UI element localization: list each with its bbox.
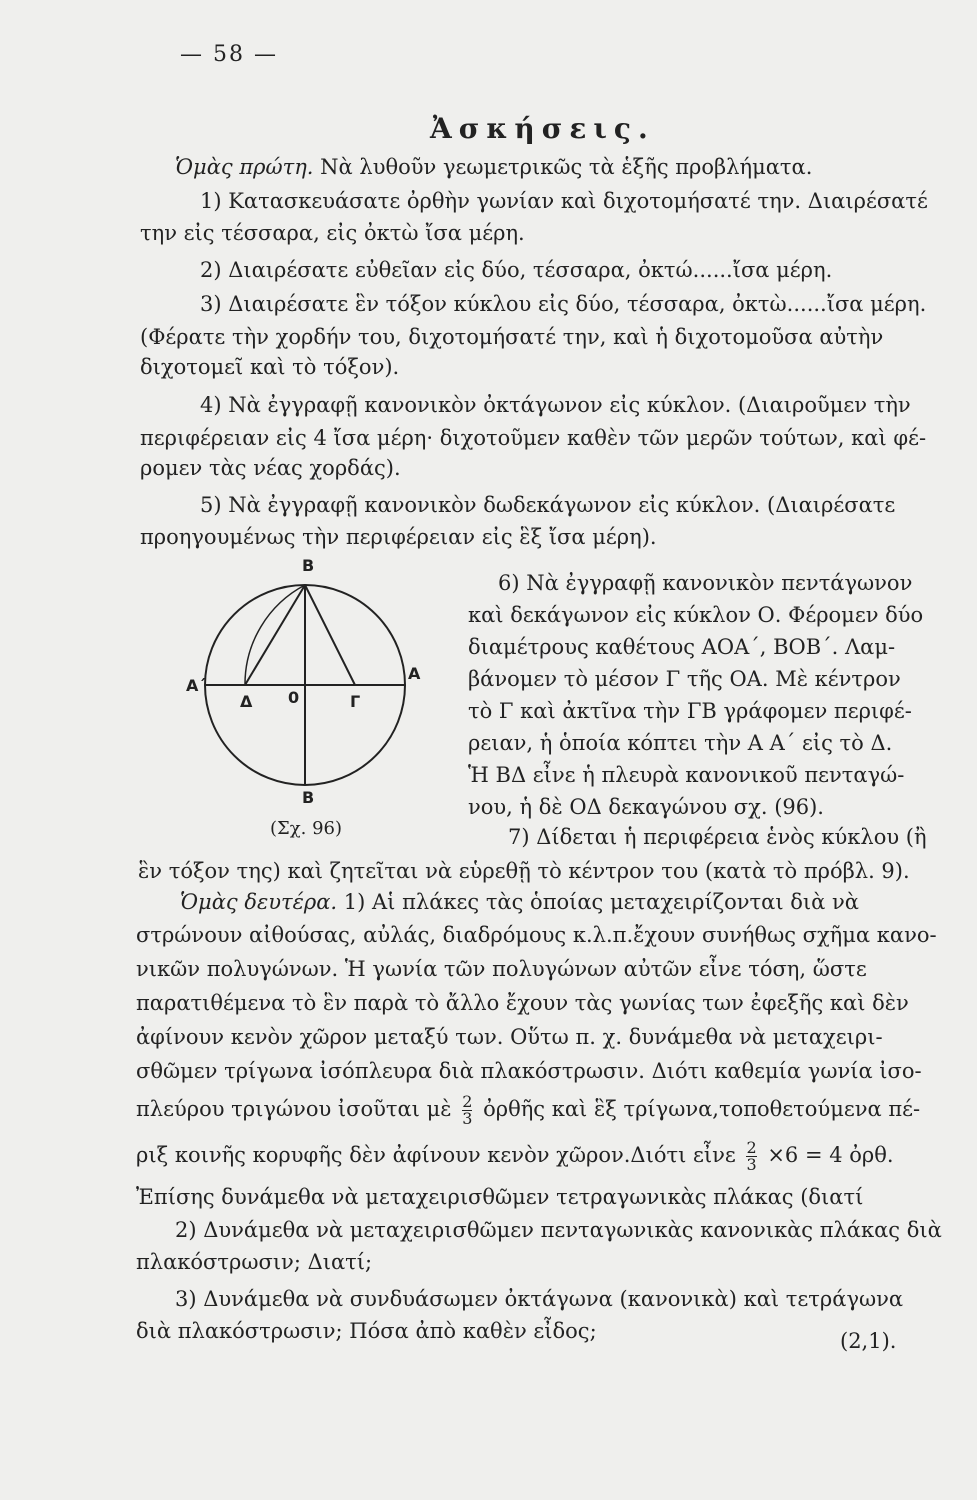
text-line: τὸ Γ καὶ ἀκτῖνα τὴν ΓΒ γράφομεν περιφέ- (468, 699, 912, 723)
fraction-two-thirds (462, 1094, 472, 1127)
group1-heading: Ὁμὰς πρώτη. (175, 155, 314, 179)
text-line: 3) Δυνάμεθα νὰ συνδυάσωμεν ὀκτάγωνα (κανονικὰ) καὶ τετράγωνα (175, 1287, 904, 1311)
frac-num: 2 (746, 1138, 757, 1157)
group1-heading-line (175, 152, 812, 182)
frac-num: 2 (462, 1092, 473, 1111)
text-line: προηγουμένως τὴν περιφέρειαν εἰς ἓξ ἴσα μέρη). (140, 525, 657, 549)
text-span: ×6 = 4 ὀρθ. (767, 1143, 894, 1167)
text-line: διχοτομεῖ καὶ τὸ τόξον). (140, 355, 400, 379)
text-line: 5) Νὰ ἐγγραφῇ κανονικὸν δωδεκάγωνον εἰς κύκλον. (Διαιρέσατε (200, 493, 896, 517)
text-span: ριξ κοινῆς κορυφῆς δὲν ἀφίνουν κενὸν χῶρον.Διότι εἶνε (136, 1143, 736, 1167)
end-mark: (2,1). (840, 1329, 897, 1353)
label-G: Γ (350, 692, 361, 711)
figure-96 (186, 555, 430, 825)
text-line: ἀφίνουν κενὸν χῶρον μεταξύ των. Οὕτω π. χ. δυνάμεθα νὰ μεταχειρι- (136, 1025, 883, 1049)
text-line: διαμέτρους καθέτους ΑΟΑ΄, ΒΟΒ΄. Λαμ- (468, 635, 896, 659)
text-line: ρομεν τὰς νέας χορδάς). (140, 456, 401, 480)
text-line: 3) Διαιρέσατε ἓν τόξον κύκλου εἰς δύο, τέσσαρα, ὀκτὼ......ἴσα μέρη. (200, 292, 927, 316)
text-line: καὶ δεκάγωνον εἰς κύκλον Ο. Φέρομεν δύο (468, 603, 924, 627)
text-line: 4) Νὰ ἐγγραφῇ κανονικὸν ὀκτάγωνον εἰς κύκλον. (Διαιροῦμεν τὴν (200, 393, 911, 417)
text-line: περιφέρειαν εἰς 4 ἴσα μέρη· διχοτοῦμεν καθὲν τῶν μερῶν τούτων, καὶ φέ- (140, 426, 927, 450)
group2-line1: 1) Αἱ πλάκες τὰς ὁποίας μεταχειρίζονται διὰ νὰ (343, 890, 859, 914)
page-number: — 58 — (180, 42, 278, 67)
text-line: ρειαν, ἡ ὁποία κόπτει τὴν Α Α΄ εἰς τὸ Δ. (468, 731, 893, 755)
section-title: Ἀσκήσεις. (430, 112, 655, 145)
text-line: πλακόστρωσιν; Διατί; (136, 1250, 373, 1274)
text-line: νου, ἡ δὲ ΟΔ δεκαγώνου σχ. (96). (468, 795, 824, 819)
text-line: 6) Νὰ ἐγγραφῇ κανονικὸν πεντάγωνον (498, 571, 913, 595)
group1-intro: Νὰ λυθοῦν γεωμετρικῶς τὰ ἑξῆς προβλήματα. (320, 155, 813, 179)
text-line: 1) Κατασκευάσατε ὀρθὴν γωνίαν καὶ διχοτομήσατέ την. Διαιρέσατέ (200, 189, 928, 213)
text-line: στρώνουν αἰθούσας, αὐλάς, διαδρόμους κ.λ.π.ἔχουν συνήθως σχῆμα κανο- (136, 923, 937, 947)
text-line: (Φέρατε τὴν χορδήν του, διχοτομήσατέ την, καὶ ἡ διχοτομοῦσα αὐτὴν (140, 325, 884, 349)
frac-den: 3 (462, 1109, 473, 1128)
label-O: 0 (288, 688, 300, 707)
text-line: την εἰς τέσσαρα, εἰς ὀκτὼ ἴσα μέρη. (140, 221, 525, 245)
fraction-two-thirds-2 (746, 1140, 756, 1173)
equation-line (136, 1140, 894, 1173)
text-line: Ἐπίσης δυνάμεθα νὰ μεταχειρισθῶμεν τετραγωνικὰς πλάκας (διατί (136, 1185, 864, 1209)
group2-heading-line (180, 887, 859, 917)
text-line: βάνομεν τὸ μέσον Γ τῆς ΟΑ. Μὲ κέντρον (468, 667, 901, 691)
label-D: Δ (240, 692, 253, 711)
text-line: 2) Δυνάμεθα νὰ μεταχειρισθῶμεν πενταγωνικὰς κανονικὰς πλάκας διὰ (175, 1218, 942, 1242)
text-span: ὀρθῆς καὶ ἓξ τρίγωνα,τοποθετούμενα πέ- (483, 1097, 921, 1121)
text-line: σθῶμεν τρίγωνα ἰσόπλευρα διὰ πλακόστρωσιν. Διότι καθεμία γωνία ἰσο- (136, 1059, 922, 1083)
text-line: 2) Διαιρέσατε εὐθεῖαν εἰς δύο, τέσσαρα, ὀκτώ......ἴσα μέρη. (200, 258, 833, 282)
text-line: παρατιθέμενα τὸ ἓν παρὰ τὸ ἄλλο ἔχουν τὰς γωνίας των ἐφεξῆς καὶ δὲν (136, 991, 909, 1015)
label-A-right: A (408, 664, 421, 683)
segment-BG (305, 585, 355, 685)
frac-den: 3 (746, 1155, 757, 1174)
text-line: Ἡ ΒΔ εἶνε ἡ πλευρὰ κανονικοῦ πενταγώ- (468, 763, 905, 787)
text-line: 7) Δίδεται ἡ περιφέρεια ἑνὸς κύκλου (ἢ (508, 825, 927, 849)
label-B-top: B (302, 556, 315, 575)
text-line: ἓν τόξον της) καὶ ζητεῖται νὰ εὑρεθῇ τὸ κέντρον του (κατὰ τὸ πρόβλ. 9). (138, 859, 910, 883)
label-B-bottom: B (302, 788, 315, 807)
fraction-line (136, 1094, 920, 1127)
label-A-left: A΄ (186, 676, 206, 695)
text-line: διὰ πλακόστρωσιν; Πόσα ἀπὸ καθὲν εἶδος; (136, 1319, 597, 1343)
figure-caption: (Σχ. 96) (270, 818, 343, 839)
text-span: πλεύρου τριγώνου ἰσοῦται μὲ (136, 1097, 452, 1121)
text-line: νικῶν πολυγώνων. Ἡ γωνία τῶν πολυγώνων αὐτῶν εἶνε τόση, ὥστε (136, 957, 867, 981)
group2-heading: Ὁμὰς δευτέρα. (180, 890, 338, 914)
